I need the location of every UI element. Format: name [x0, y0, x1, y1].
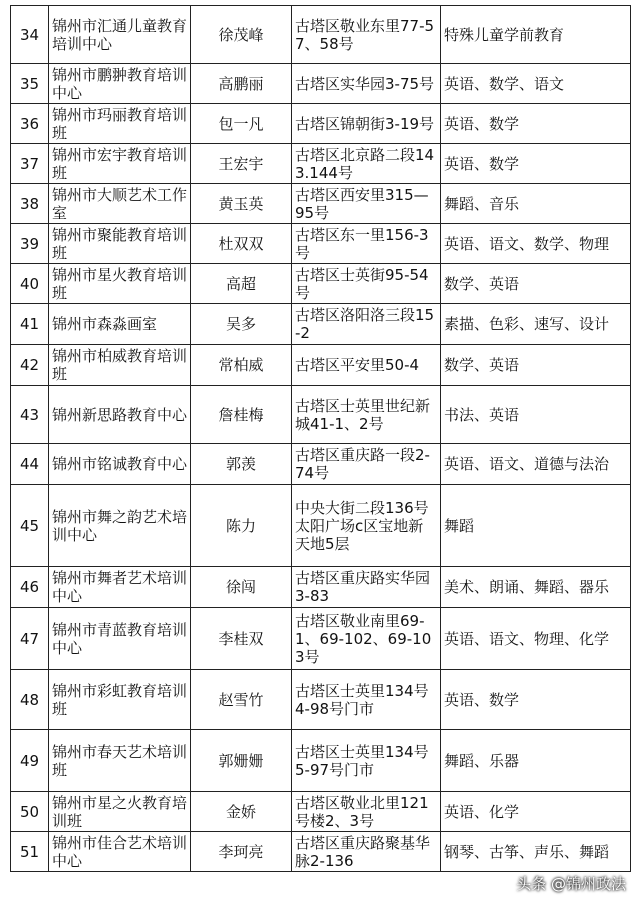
person-in-charge: 黄玉英	[191, 184, 292, 224]
table-row	[11, 485, 631, 567]
institution-name: 锦州市柏威教育培训班	[49, 345, 191, 386]
table-row	[11, 224, 631, 264]
person-in-charge: 王宏宇	[191, 144, 292, 184]
row-number: 45	[11, 485, 49, 567]
table-row	[11, 104, 631, 144]
institution-name: 锦州市宏宇教育培训班	[49, 144, 191, 184]
address: 古塔区敬业北里121号楼2、3号	[292, 792, 441, 832]
subjects: 英语、化学	[441, 792, 631, 832]
institution-name: 锦州新思路教育中心	[49, 386, 191, 444]
institution-name: 锦州市星之火教育培训班	[49, 792, 191, 832]
institution-name: 锦州市彩虹教育培训班	[49, 670, 191, 730]
subjects: 英语、语文、道德与法治	[441, 444, 631, 485]
address: 古塔区东一里156-3号	[292, 224, 441, 264]
address: 古塔区敬业南里69-1、69-102、69-103号	[292, 608, 441, 670]
table-row	[11, 792, 631, 832]
address: 古塔区士英里134号5-97号门市	[292, 730, 441, 792]
row-number: 43	[11, 386, 49, 444]
address: 古塔区洛阳洛三段15-2	[292, 304, 441, 345]
table-row	[11, 832, 631, 872]
row-number: 48	[11, 670, 49, 730]
person-in-charge: 詹桂梅	[191, 386, 292, 444]
row-number: 34	[11, 6, 49, 64]
subjects: 素描、色彩、速写、设计	[441, 304, 631, 345]
subjects: 舞蹈、音乐	[441, 184, 631, 224]
person-in-charge: 包一凡	[191, 104, 292, 144]
address: 古塔区平安里50-4	[292, 345, 441, 386]
subjects: 特殊儿童学前教育	[441, 6, 631, 64]
row-number: 35	[11, 64, 49, 104]
person-in-charge: 常柏威	[191, 345, 292, 386]
institution-table	[10, 5, 631, 872]
row-number: 44	[11, 444, 49, 485]
person-in-charge: 赵雪竹	[191, 670, 292, 730]
table-row	[11, 6, 631, 64]
institution-name: 锦州市佳合艺术培训中心	[49, 832, 191, 872]
table-row	[11, 144, 631, 184]
table-row	[11, 184, 631, 224]
table-row	[11, 304, 631, 345]
subjects: 英语、数学	[441, 670, 631, 730]
institution-name: 锦州市舞者艺术培训中心	[49, 567, 191, 608]
subjects: 数学、英语	[441, 345, 631, 386]
table-row	[11, 567, 631, 608]
address: 古塔区北京路二段143.144号	[292, 144, 441, 184]
person-in-charge: 杜双双	[191, 224, 292, 264]
row-number: 49	[11, 730, 49, 792]
subjects: 英语、数学、语文	[441, 64, 631, 104]
address: 古塔区西安里315—95号	[292, 184, 441, 224]
subjects: 书法、英语	[441, 386, 631, 444]
row-number: 47	[11, 608, 49, 670]
row-number: 41	[11, 304, 49, 345]
watermark: 头条 @锦州政法	[516, 875, 626, 893]
row-number: 36	[11, 104, 49, 144]
subjects: 英语、数学	[441, 144, 631, 184]
subjects: 舞蹈	[441, 485, 631, 567]
address: 古塔区士英里134号4-98号门市	[292, 670, 441, 730]
subjects: 数学、英语	[441, 264, 631, 304]
row-number: 38	[11, 184, 49, 224]
subjects: 美术、朗诵、舞蹈、器乐	[441, 567, 631, 608]
table-row	[11, 670, 631, 730]
row-number: 37	[11, 144, 49, 184]
institution-name: 锦州市铭诚教育中心	[49, 444, 191, 485]
address: 古塔区士英里世纪新城41-1、2号	[292, 386, 441, 444]
address: 古塔区重庆路实华园3-83	[292, 567, 441, 608]
subjects: 英语、语文、数学、物理	[441, 224, 631, 264]
person-in-charge: 吴多	[191, 304, 292, 345]
person-in-charge: 高鹏丽	[191, 64, 292, 104]
table-body	[11, 6, 631, 872]
institution-name: 锦州市汇通儿童教育培训中心	[49, 6, 191, 64]
institution-name: 锦州市森淼画室	[49, 304, 191, 345]
person-in-charge: 高超	[191, 264, 292, 304]
address: 古塔区士英街95-54号	[292, 264, 441, 304]
row-number: 39	[11, 224, 49, 264]
person-in-charge: 陈力	[191, 485, 292, 567]
address: 古塔区重庆路一段2-74号	[292, 444, 441, 485]
institution-name: 锦州市聚能教育培训班	[49, 224, 191, 264]
address: 中央大街二段136号太阳广场c区宝地新天地5层	[292, 485, 441, 567]
row-number: 46	[11, 567, 49, 608]
row-number: 50	[11, 792, 49, 832]
institution-name: 锦州市春天艺术培训班	[49, 730, 191, 792]
institution-name: 锦州市大顺艺术工作室	[49, 184, 191, 224]
address: 古塔区锦朝街3-19号	[292, 104, 441, 144]
table-row	[11, 730, 631, 792]
person-in-charge: 徐闯	[191, 567, 292, 608]
address: 古塔区实华园3-75号	[292, 64, 441, 104]
row-number: 42	[11, 345, 49, 386]
subjects: 舞蹈、乐器	[441, 730, 631, 792]
subjects: 英语、语文、物理、化学	[441, 608, 631, 670]
row-number: 40	[11, 264, 49, 304]
row-number: 51	[11, 832, 49, 872]
person-in-charge: 徐茂峰	[191, 6, 292, 64]
subjects: 钢琴、古筝、声乐、舞蹈	[441, 832, 631, 872]
table-row	[11, 444, 631, 485]
table-row	[11, 608, 631, 670]
institution-name: 锦州市青蓝教育培训中心	[49, 608, 191, 670]
institution-name: 锦州市鹏翀教育培训中心	[49, 64, 191, 104]
institution-name: 锦州市舞之韵艺术培训中心	[49, 485, 191, 567]
institution-name: 锦州市玛丽教育培训班	[49, 104, 191, 144]
person-in-charge: 李珂亮	[191, 832, 292, 872]
table-row	[11, 345, 631, 386]
address: 古塔区重庆路聚基华脉2-136	[292, 832, 441, 872]
table-row	[11, 386, 631, 444]
table-row	[11, 264, 631, 304]
table-row	[11, 64, 631, 104]
institution-name: 锦州市星火教育培训班	[49, 264, 191, 304]
address: 古塔区敬业东里77-57、58号	[292, 6, 441, 64]
person-in-charge: 郭姗姗	[191, 730, 292, 792]
subjects: 英语、数学	[441, 104, 631, 144]
person-in-charge: 金娇	[191, 792, 292, 832]
person-in-charge: 李桂双	[191, 608, 292, 670]
person-in-charge: 郭羡	[191, 444, 292, 485]
